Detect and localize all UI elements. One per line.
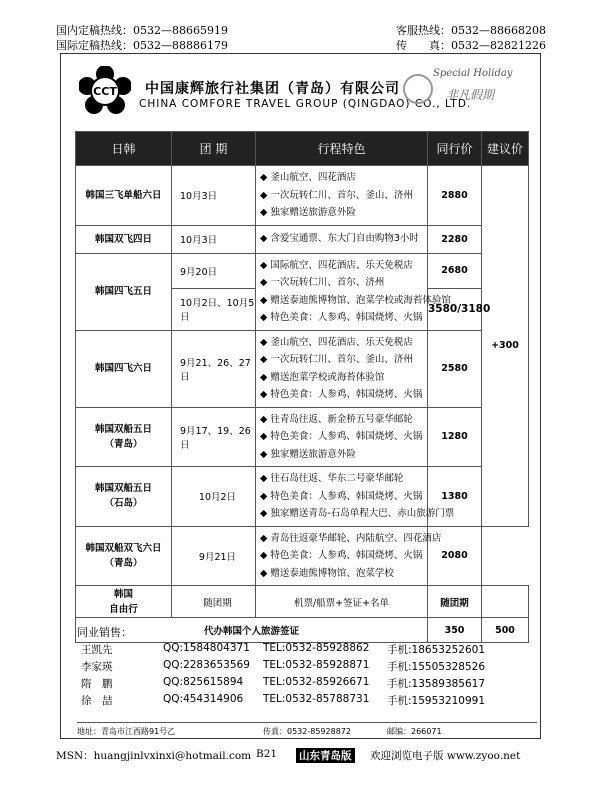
customer-hotline: 客服热线：0532—88668208 xyxy=(396,24,546,37)
peer-price: 2880 xyxy=(428,166,482,226)
tour-dates: 10月3日 xyxy=(172,225,256,253)
header-route: 日韩 xyxy=(76,132,172,166)
tour-features: ◆ 含爱宝通票、东大门自由购物3小时 xyxy=(256,225,428,253)
table-row xyxy=(76,253,529,288)
header-dates: 团 期 xyxy=(172,132,256,166)
tour-dates: 随团期 xyxy=(172,586,256,618)
tour-dates: 9月20日 xyxy=(172,253,256,288)
table-row xyxy=(76,225,529,253)
tour-dates: 10月2日、10月5日 xyxy=(172,288,256,330)
visa-row xyxy=(76,618,529,643)
suggested-price-empty xyxy=(482,586,529,618)
cct-logo-icon xyxy=(79,66,131,114)
sales-title: 同业销售： xyxy=(77,626,132,639)
route-name: 韩国双船双飞六日 （青岛） xyxy=(76,526,172,586)
tour-features: ◆ 往青岛往返、新金桥五号豪华邮轮 ◆ 特色美食：人参鸡、韩国烧烤、火锅 ◆ 独家赠送旅游意外险 xyxy=(256,407,428,467)
tour-price-table xyxy=(75,131,529,643)
holiday-text-cn: 非凡假期 xyxy=(446,88,495,102)
route-name: 韩国三飞单船六日 xyxy=(76,166,172,226)
tour-dates: 10月3日 xyxy=(172,166,256,226)
page-number: B21 xyxy=(256,748,278,760)
footer-postcode: 邮编：266071 xyxy=(387,727,442,736)
peer-price: 2580 xyxy=(428,330,482,407)
tour-features: 机票/船票+签证+名单 xyxy=(256,586,428,618)
company-name-en: CHINA COMFORE TRAVEL GROUP (QINGDAO) CO., LTD. xyxy=(139,98,472,110)
table-row xyxy=(76,526,529,586)
peer-price: 2080 xyxy=(428,526,482,586)
tour-dates: 9月21日 xyxy=(172,526,256,586)
contact-qq: QQ:2283653569 xyxy=(163,659,250,671)
contact-name: 李家瑛 xyxy=(81,661,113,673)
domestic-hotline: 国内定稿热线：0532—88665919 xyxy=(56,24,228,37)
edition-badge: 山东青岛版 xyxy=(296,748,355,763)
company-name-cn: 中国康辉旅行社集团（青岛）有限公司 xyxy=(145,81,400,97)
table-row xyxy=(76,407,529,467)
table-row xyxy=(76,166,529,226)
table-header-row xyxy=(76,132,529,166)
peer-price: 1380 xyxy=(428,467,482,527)
peer-price: 3580/3180 xyxy=(428,288,482,330)
brand-header xyxy=(61,54,540,134)
header-suggested-price: 建议价 xyxy=(482,132,529,166)
contact-name: 王凯先 xyxy=(81,644,113,656)
header-peer-price: 同行价 xyxy=(428,132,482,166)
tour-features: ◆ 青岛往返豪华邮轮、内陆航空、四花酒店 ◆ 特色美食：人参鸡、韩国烧烤、火锅 ◆ 赠送泰迪熊博物馆、泡菜学校 xyxy=(256,526,428,586)
contact-mobile: 手机:15505328526 xyxy=(387,661,486,673)
table-row xyxy=(76,330,529,407)
globe-icon xyxy=(403,74,433,104)
route-name: 韩国双飞四日 xyxy=(76,225,172,253)
footer-address: 地址：青岛市江西路91号乙 xyxy=(77,727,176,736)
visa-label: 代办韩国个人旅游签证 xyxy=(76,618,428,643)
visa-suggested-price: 500 xyxy=(482,618,529,643)
tour-features: ◆ 釜山航空、四花酒店 ◆ 一次玩转仁川、首尔、釜山、济州 ◆ 独家赠送旅游意外险 xyxy=(256,166,428,226)
contact-tel: TEL:0532-85926671 xyxy=(263,676,370,688)
tour-dates: 9月21、26、27日 xyxy=(172,330,256,407)
msn-contact: MSN：huangjinlvxinxi@hotmail.com xyxy=(56,750,252,762)
table-row xyxy=(76,467,529,527)
table-row xyxy=(76,586,529,618)
route-name: 韩国四飞五日 xyxy=(76,253,172,330)
special-holiday-logo xyxy=(401,66,526,121)
fax-line: 传 真：0532—82821226 xyxy=(396,39,546,52)
footer-address-bar xyxy=(77,722,537,736)
contact-tel: TEL:0532-85928862 xyxy=(263,642,370,654)
contact-name: 徐 喆 xyxy=(81,695,113,707)
contact-qq: QQ:825615894 xyxy=(163,676,244,688)
peer-price: 随团期 xyxy=(428,586,482,618)
peer-price: 1280 xyxy=(428,407,482,467)
website-tagline[interactable]: 欢迎浏览电子版 www.zyoo.net xyxy=(370,750,521,762)
contact-qq: QQ:454314906 xyxy=(163,693,244,705)
contact-tel: TEL:0532-85788731 xyxy=(263,693,370,705)
tour-dates: 10月2日 xyxy=(172,467,256,527)
peer-price: 2280 xyxy=(428,225,482,253)
contact-tel: TEL:0532-85928871 xyxy=(263,659,370,671)
peer-price: 2680 xyxy=(428,253,482,288)
contact-qq: QQ:1584804371 xyxy=(163,642,250,654)
route-name: 韩国双船五日 （石岛） xyxy=(76,467,172,527)
holiday-text-en: Special Holiday xyxy=(433,68,513,79)
contact-mobile: 手机:13589385617 xyxy=(387,678,486,690)
footer-fax: 传真：0532-85928872 xyxy=(263,727,351,736)
page-footer xyxy=(56,748,546,764)
tour-dates: 9月17、19、26日 xyxy=(172,407,256,467)
route-name: 韩国四飞六日 xyxy=(76,330,172,407)
route-name: 韩国双船五日 （青岛） xyxy=(76,407,172,467)
suggested-price: +300 xyxy=(482,166,529,527)
brochure-panel xyxy=(60,53,541,739)
contact-mobile: 手机:18653252601 xyxy=(387,644,486,656)
tour-features: ◆ 往石岛往返、华东二号豪华邮轮 ◆ 特色美食：人参鸡、韩国烧烤、火锅 ◆ 独家赠送青岛-石岛单程大巴、赤山旅游门票 xyxy=(256,467,428,527)
tour-features: ◆ 国际航空、四花酒店、乐天免税店 ◆ 一次玩转仁川、首尔、济州 ◆ 赠送泰迪熊博物馆、泡菜学校或海苔体验馆 ◆ 特色美食：人参鸡、韩国烧烤、火锅 xyxy=(256,253,428,330)
contact-name: 隋 鹏 xyxy=(81,678,113,690)
route-name: 韩国 自由行 xyxy=(76,586,172,618)
tour-features: ◆ 釜山航空、四花酒店、乐天免税店 ◆ 一次玩转仁川、首尔、釜山、济州 ◆ 赠送泡菜学校或海苔体验馆 ◆ 特色美食：人参鸡、韩国烧烤、火锅 xyxy=(256,330,428,407)
visa-peer-price: 350 xyxy=(428,618,482,643)
header-features: 行程特色 xyxy=(256,132,428,166)
contact-mobile: 手机:15953210991 xyxy=(387,695,486,707)
logo-text: CCT xyxy=(93,85,117,98)
international-hotline: 国际定稿热线：0532—88886179 xyxy=(56,39,228,52)
